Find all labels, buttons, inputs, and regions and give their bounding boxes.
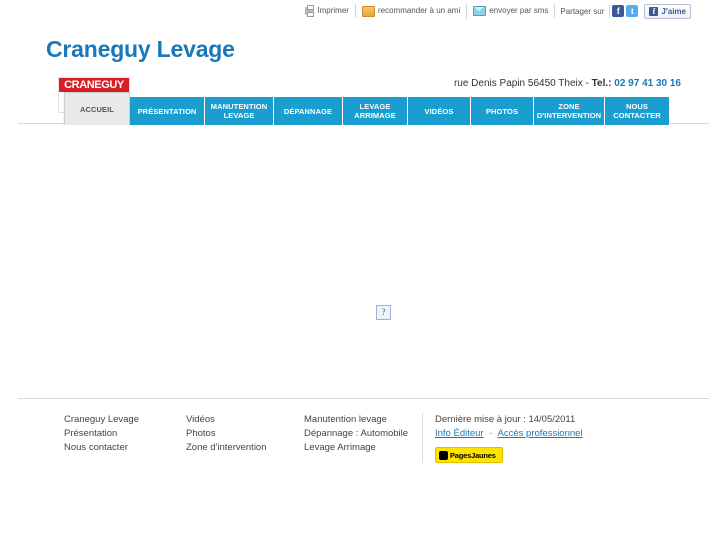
footer-link-craneguy-levage[interactable]: Craneguy Levage [64, 414, 139, 425]
footer-link-zone-intervention[interactable]: Zone d'intervention [186, 442, 267, 453]
info-editeur-link[interactable]: Info Éditeur [435, 428, 484, 439]
share-label: Partager sur [555, 5, 610, 18]
main-content [18, 124, 709, 396]
nav-item-photos[interactable]: PHOTOS [471, 97, 534, 125]
facebook-like-label: J'aime [661, 6, 686, 16]
contact-info [454, 78, 681, 89]
nav-item-levage-arrimage[interactable]: LEVAGE ARRIMAGE [343, 97, 408, 125]
address-text: rue Denis Papin 56450 Theix [453, 78, 583, 89]
facebook-like-button[interactable] [644, 4, 691, 19]
facebook-share-icon[interactable]: f [612, 5, 624, 17]
footer-column-4 [422, 413, 583, 463]
print-label: Imprimer [317, 6, 349, 15]
pagesjaunes-logo[interactable] [435, 447, 503, 463]
last-update-text: Dernière mise à jour : 14/05/2011 [435, 414, 576, 425]
footer-column-2 [186, 413, 304, 463]
contact-separator: - [585, 78, 589, 89]
print-button[interactable] [299, 4, 356, 18]
nav-item-manutention-levage[interactable]: MANUTENTION LEVAGE [205, 97, 274, 125]
pagesjaunes-label: PagesJaunes [450, 450, 496, 460]
footer-link-manutention-levage[interactable]: Manutention levage [304, 414, 387, 425]
printer-icon [305, 7, 314, 15]
pagesjaunes-bubble-icon [439, 451, 448, 460]
send-sms-label: envoyer par sms [489, 6, 549, 15]
broken-image-placeholder: ? [376, 305, 391, 320]
footer-link-presentation[interactable]: Présentation [64, 428, 118, 439]
footer-column-3 [304, 413, 422, 463]
footer [64, 413, 664, 463]
nav-item-depannage[interactable]: DÉPANNAGE [274, 97, 343, 125]
footer-link-separator: - [489, 428, 493, 439]
recommend-icon [362, 6, 375, 17]
footer-column-1 [64, 413, 186, 463]
nav-item-accueil[interactable]: ACCUEIL [64, 92, 130, 125]
recommend-label: recommander à un ami [377, 6, 461, 15]
main-navigation [64, 92, 670, 125]
acces-professionnel-link[interactable]: Accès professionnel [497, 428, 583, 439]
footer-link-depannage-automobile[interactable]: Dépannage : Automobile [304, 428, 409, 439]
nav-item-presentation[interactable]: PRÉSENTATION [130, 97, 205, 125]
footer-meta-links [435, 427, 583, 441]
facebook-icon: f [649, 7, 658, 16]
logo-line-1: CRANEGUY [59, 78, 129, 92]
send-sms-button[interactable] [467, 4, 555, 18]
tel-label: Tel.: [591, 78, 612, 89]
twitter-share-icon[interactable]: t [626, 5, 638, 17]
recommend-button[interactable] [356, 4, 467, 19]
nav-item-videos[interactable]: VIDÉOS [408, 97, 471, 125]
top-utility-bar [299, 4, 691, 18]
footer-link-videos[interactable]: Vidéos [186, 414, 215, 425]
mail-icon [473, 6, 486, 16]
footer-divider [18, 398, 709, 399]
footer-link-nous-contacter[interactable]: Nous contacter [64, 442, 128, 453]
nav-item-zone-intervention[interactable]: ZONE D'INTERVENTION [534, 97, 605, 125]
footer-link-photos[interactable]: Photos [186, 428, 216, 439]
tel-number: 02 97 41 30 16 [614, 78, 681, 89]
nav-item-nous-contacter[interactable]: NOUS CONTACTER [605, 97, 670, 125]
footer-link-levage-arrimage[interactable]: Levage Arrimage [304, 442, 376, 453]
page-title: Craneguy Levage [46, 36, 235, 62]
